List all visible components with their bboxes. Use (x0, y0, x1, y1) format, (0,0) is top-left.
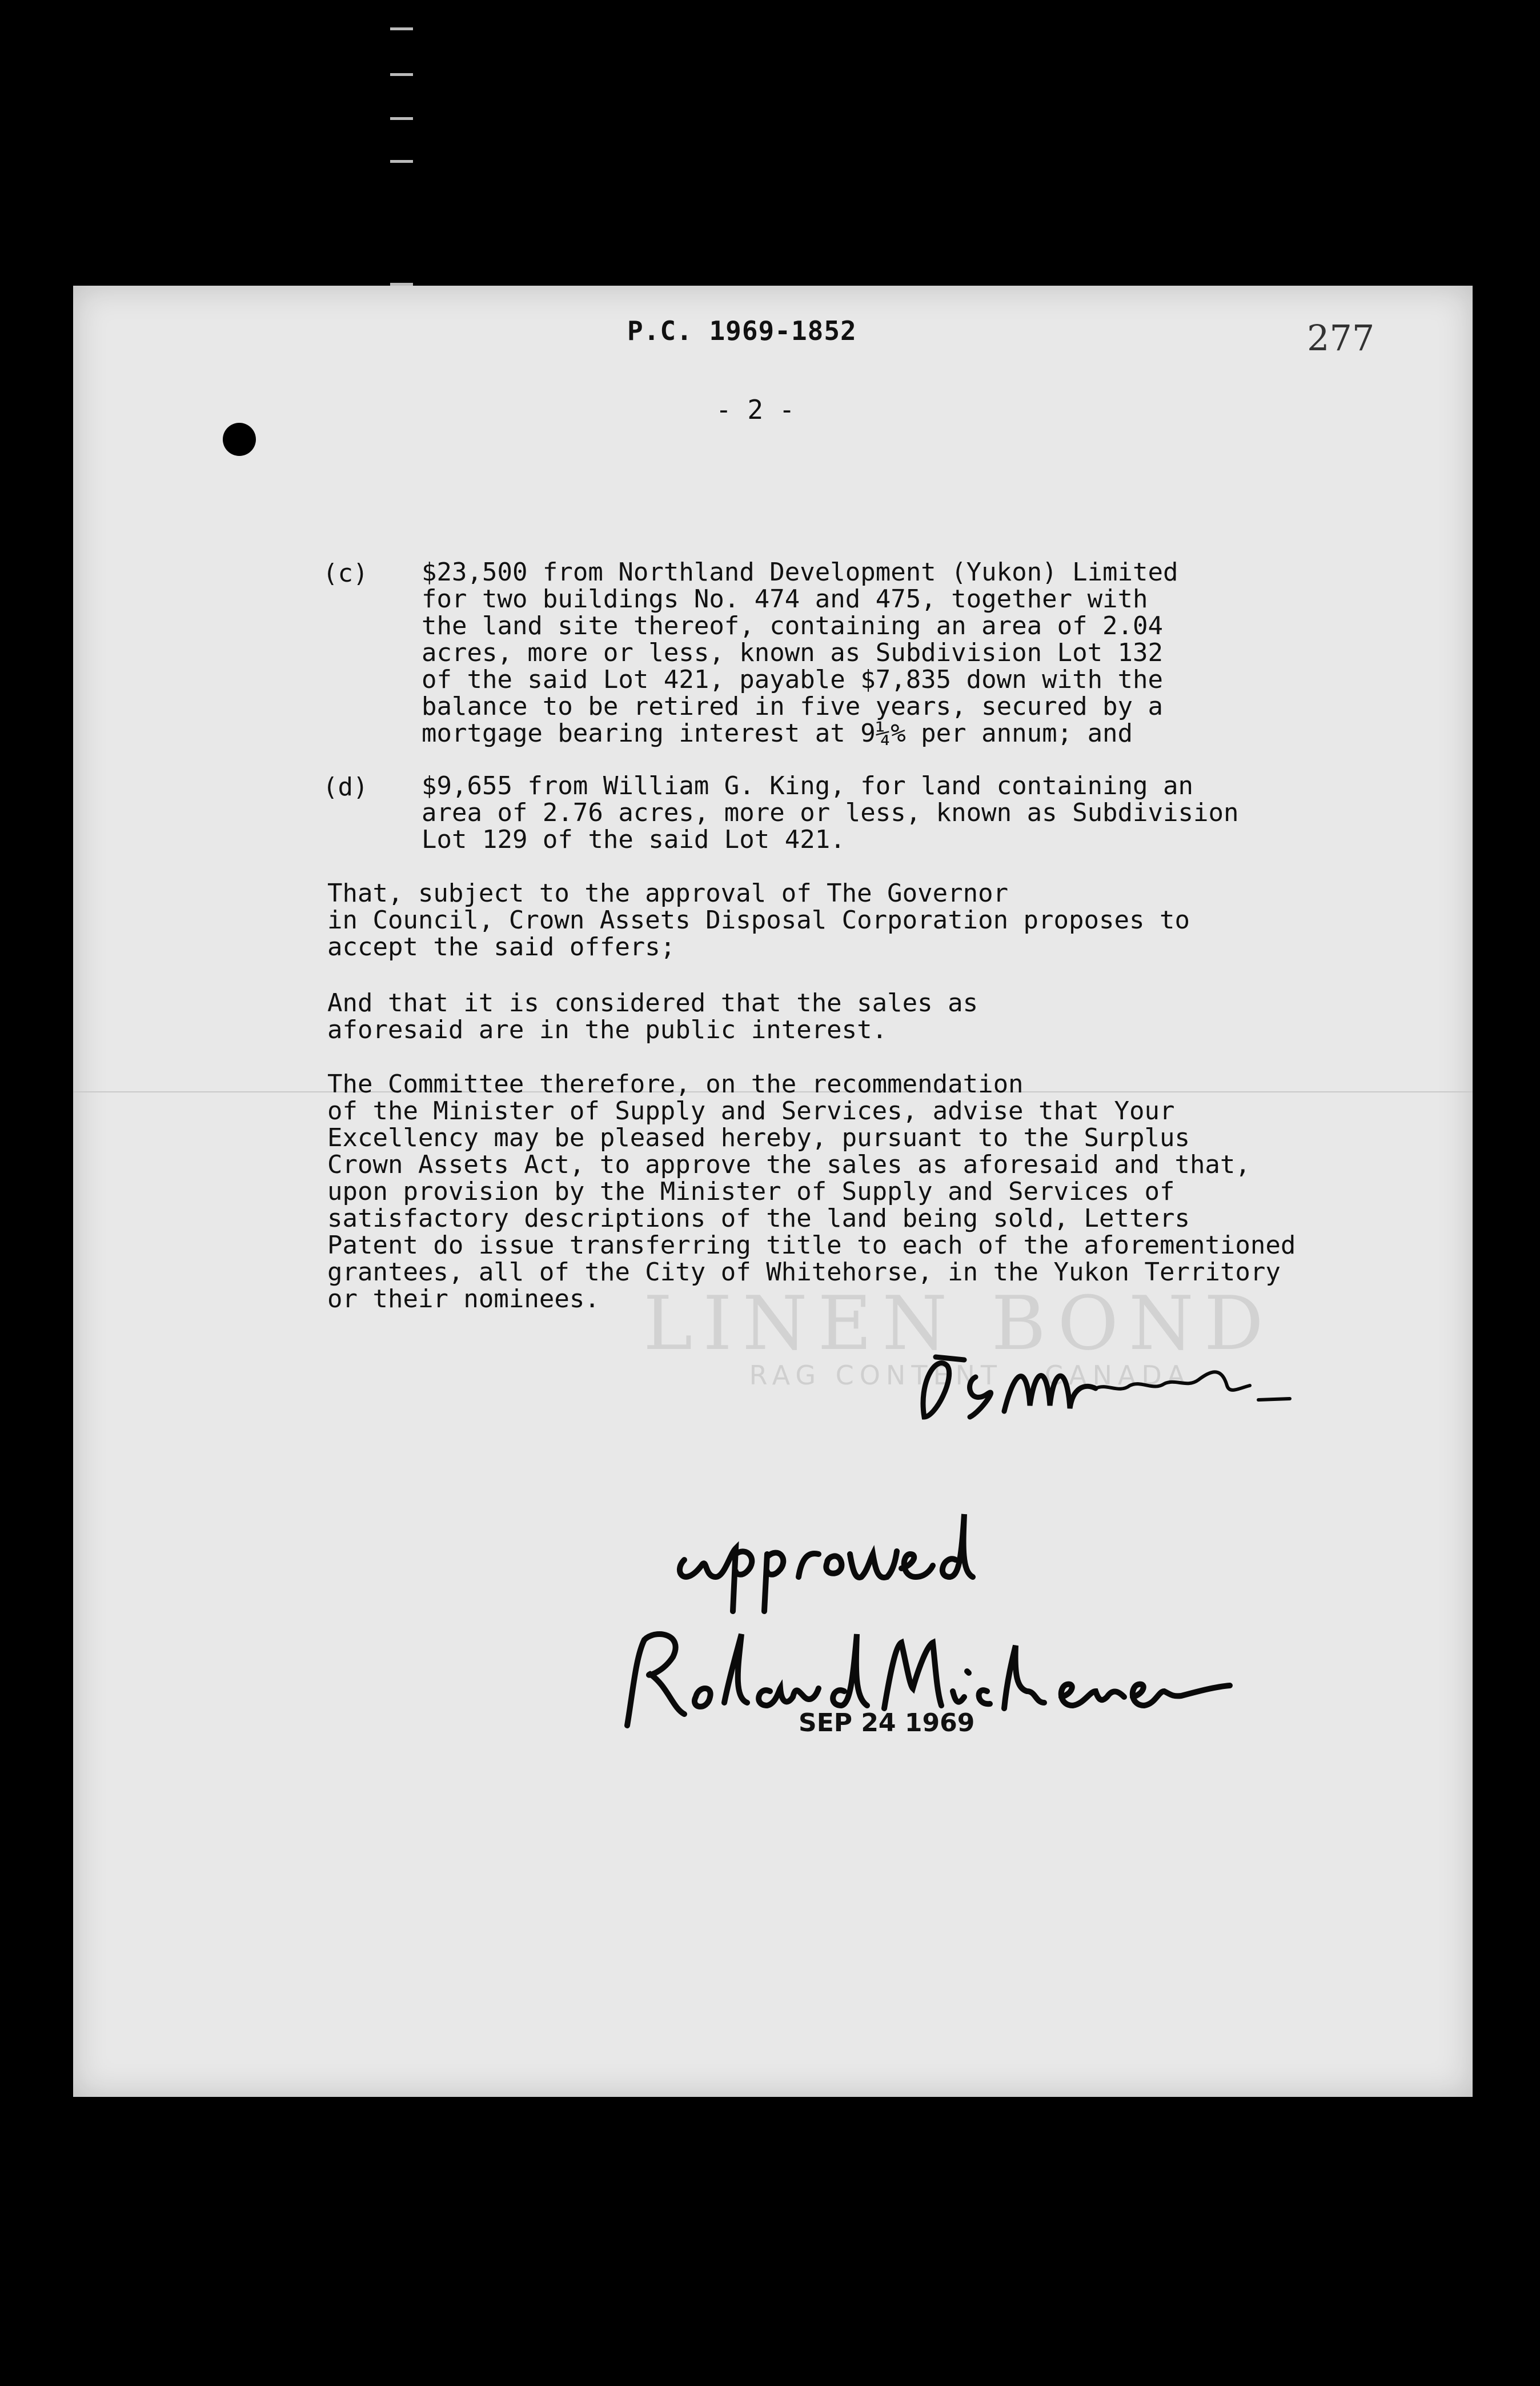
page-number: - 2 - (716, 394, 795, 425)
item-text: $9,655 from William G. King, for land containing an area of 2.76 acres, more or less, known as Subdivision Lot 129 of the said Lot 421. (422, 771, 1239, 854)
approval-handwriting (661, 1491, 981, 1617)
item-label: (d) (323, 772, 368, 802)
item-label: (c) (323, 559, 368, 588)
film-mark (390, 117, 413, 120)
film-mark (390, 73, 413, 76)
folio-number: 277 (1307, 317, 1375, 359)
paper-watermark-subtitle: RAG CONTENT · CANADA (749, 1360, 1191, 1391)
punch-hole (223, 423, 256, 456)
paper-watermark: LINEN BOND (643, 1280, 1274, 1367)
body-paragraph: And that it is considered that the sales as aforesaid are in the public interest. (327, 988, 978, 1044)
item-text: $23,500 from Northland Development (Yukon) Limited for two buildings No. 474 and 475, together with the land site thereof, containing an area of 2.04 acres, more or less, known as Subdivision Lot 132 of the said Lot 421, payable $7,835 down with the balance to be retired in five years, secured by a mortgage bearing interest at 9¼% per annum; and (422, 558, 1178, 748)
document-page (73, 286, 1473, 2097)
order-number: P.C. 1969-1852 (627, 315, 857, 346)
date-stamp: SEP 24 1969 (799, 1708, 975, 1738)
body-paragraph: The Committee therefore, on the recommendation of the Minister of Supply and Services, advise that Your Excellency may be pleased hereby, pursuant to the Surplus Crown Assets Act, to approve the sales as aforesaid and that, upon provision by the Minister of Supply and Services of satisfactory descriptions of the land being sold, Letters Patent do issue transferring title to each of the aforementioned grantees, all of the City of Whitehorse, in the Yukon Territory or their nominees. (327, 1070, 1296, 1314)
body-paragraph: That, subject to the approval of The Governor in Council, Crown Assets Disposal Corporation proposes to accept the said offers; (327, 879, 1190, 962)
film-mark (390, 27, 413, 30)
committee-signature (901, 1331, 1301, 1446)
film-mark (390, 160, 413, 163)
